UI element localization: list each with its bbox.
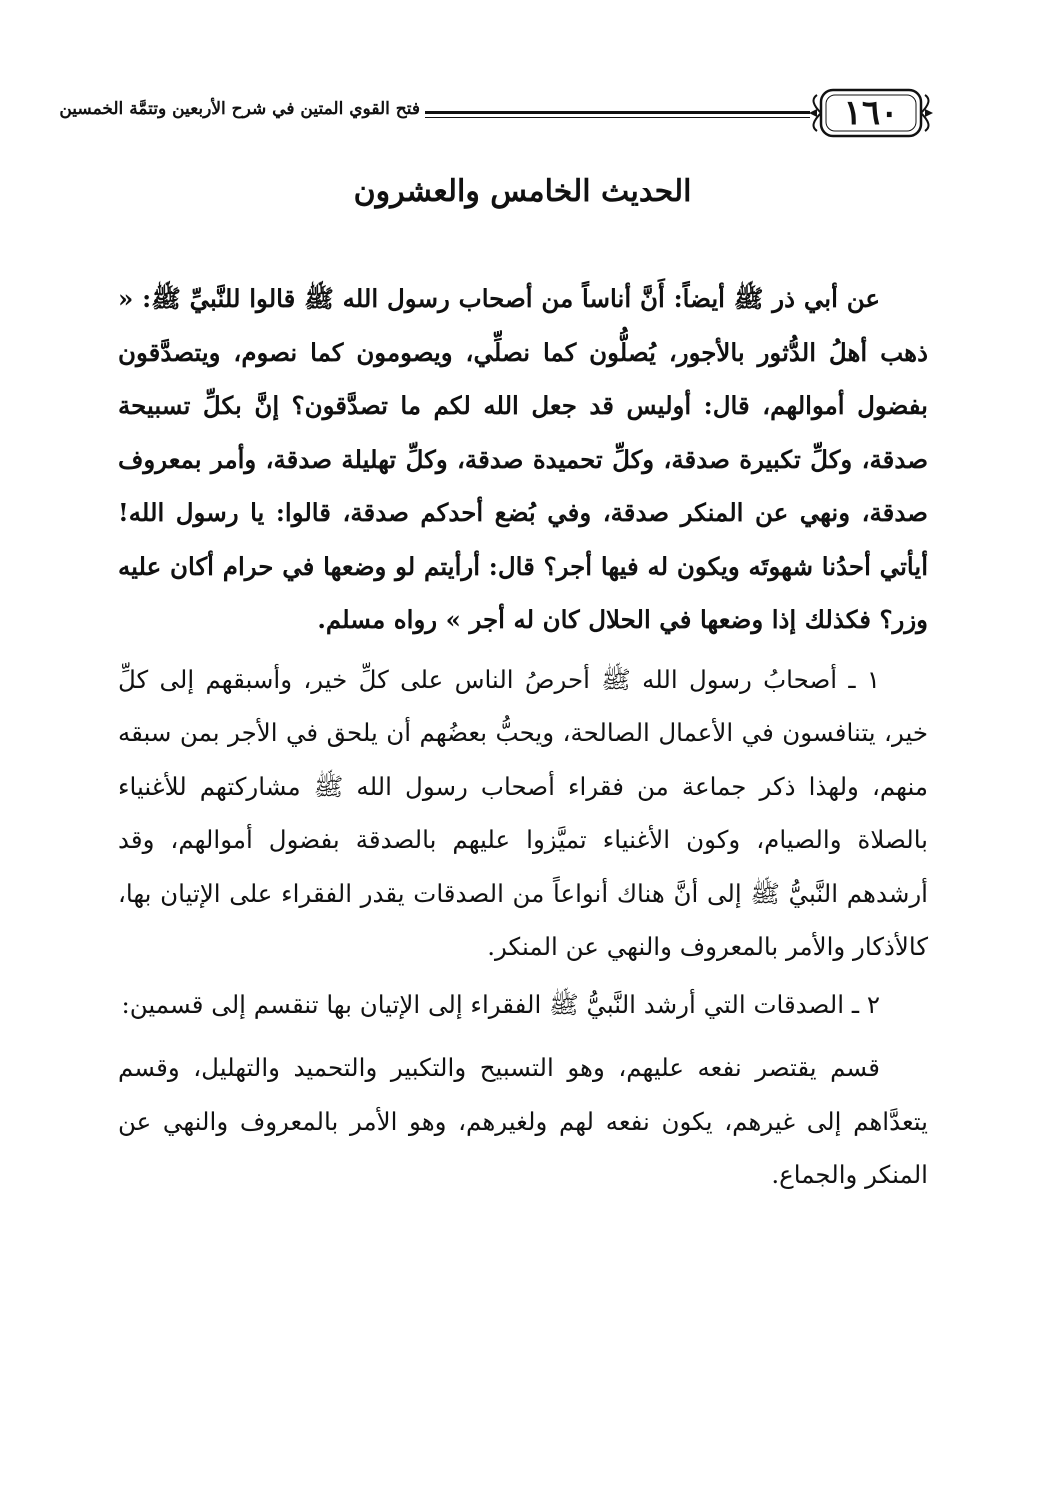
header-divider xyxy=(425,111,810,114)
hadith-heading: الحديث الخامس والعشرون xyxy=(353,174,692,209)
page-number: ١٦٠ xyxy=(843,93,899,133)
commentary-paragraph-1: ١ ـ أصحابُ رسول الله ﷺ أحرصُ الناس على كلِّ خير، وأسبقهم إلى كلِّ خير، يتنافسون في الأعمال الصالحة، ويحبُّ بعضُهم أن يلحق في الأجر بمن سبقه منهم، ولهذا ذكر جماعة من فقراء أصحاب رسول الله ﷺ مشاركتهم للأغنياء بالصلاة والصيام، وكون الأغنياء تميَّزوا عليهم بالصدقة بفضول أموالهم، وقد أرشدهم النَّبيُّ ﷺ إلى أنَّ هناك أنواعاً من الصدقات يقدر الفقراء على الإتيان بها، كالأذكار والأمر بالمعروف والنهي عن المنكر. xyxy=(118,664,928,961)
book-title: فتح القوي المتين في شرح الأربعين وتتمَّة الخمسين xyxy=(59,99,420,119)
hadith-text-paragraph: عن أبي ذر ﷺ أيضاً: أَنَّ أناساً من أصحاب رسول الله ﷺ قالوا للنَّبيِّ ﷺ: « ذهب أهلُ الدُّثور بالأجور، يُصلُّون كما نصلِّي، ويصومون كما نصوم، ويتصدَّقون بفضول أموالهم، قال: أوليس قد جعل الله لكم ما تصدَّقون؟ إنَّ بكلِّ تسبيحة صدقة، وكلِّ تكبيرة صدقة، وكلِّ تحميدة صدقة، وكلِّ تهليلة صدقة، وأمر بمعروف صدقة، ونهي عن المنكر صدقة، وفي بُضع أحدكم صدقة، قالوا: يا رسول الله! أيأتي أحدُنا شهوتَه ويكون له فيها أجر؟ قال: أرأيتم لو وضعها في حرام أكان عليه وزر؟ فكذلك إذا وضعها في الحلال كان له أجر » رواه مسلم. xyxy=(118,284,928,634)
page-number-frame xyxy=(807,85,935,141)
running-header xyxy=(59,85,935,145)
body-text xyxy=(118,272,928,1202)
commentary-paragraph-2: ٢ ـ الصدقات التي أرشد النَّبيُّ ﷺ الفقراء إلى الإتيان بها تنقسم إلى قسمين: xyxy=(121,989,880,1019)
commentary-paragraph-3: قسم يقتصر نفعه عليهم، وهو التسبيح والتكبير والتحميد والتهليل، وقسم يتعدَّاهم إلى غيرهم، يكون نفعه لهم ولغيرهم، وهو الأمر بالمعروف والنهي عن المنكر والجماع. xyxy=(118,1053,928,1189)
